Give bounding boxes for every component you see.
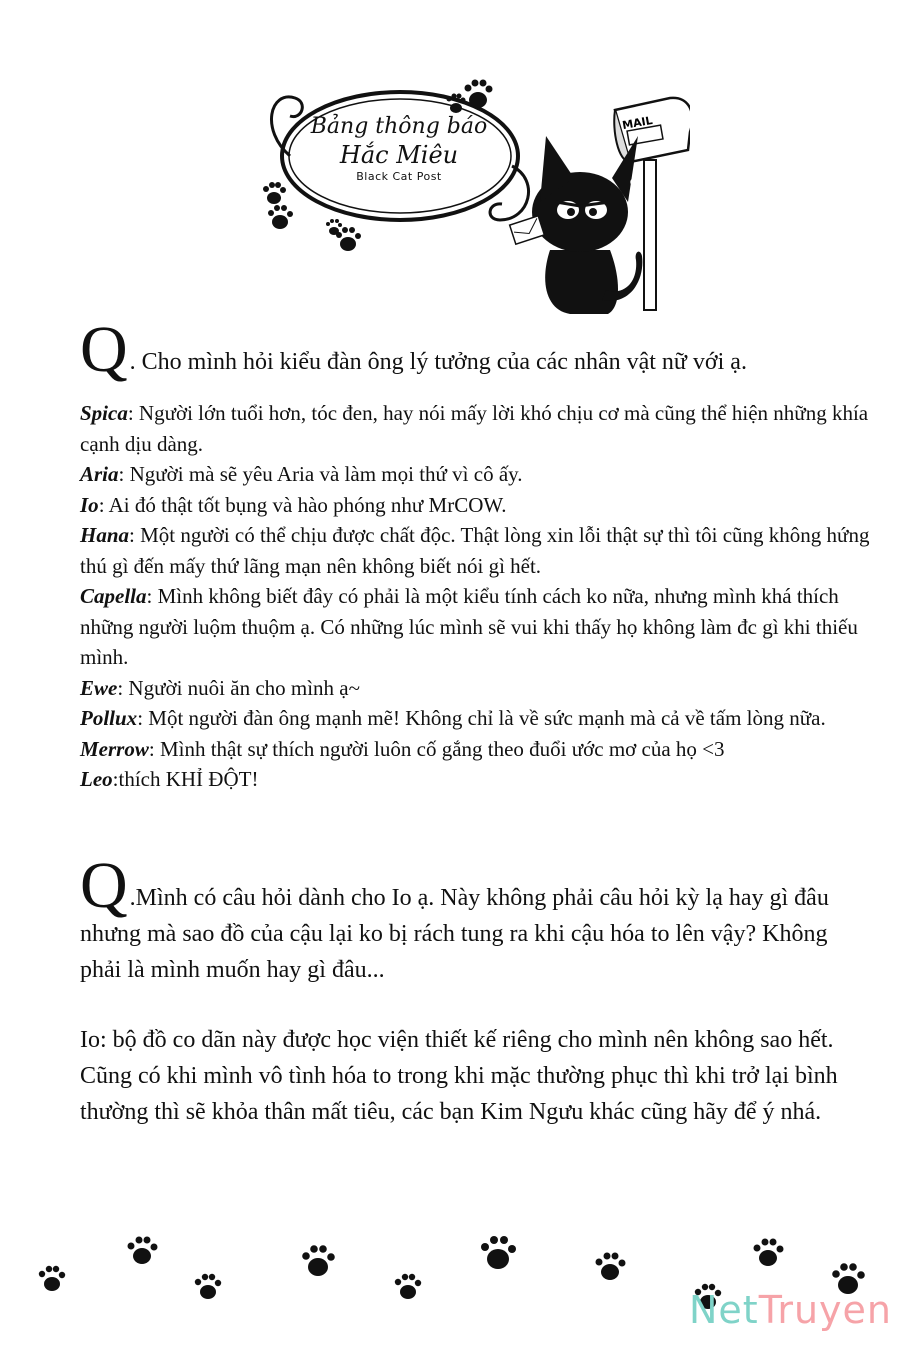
paw-print-icon: [596, 1253, 626, 1281]
question-1: [80, 313, 870, 386]
answer-name: Pollux: [80, 706, 138, 730]
paw-print-icon: [268, 205, 293, 229]
paw-print-icon: [195, 1274, 221, 1299]
header-illustration: [250, 70, 690, 320]
answer-text: : Người mà sẽ yêu Aria và làm mọi thứ vì cô ấy.: [118, 462, 523, 486]
paw-print-icon: [263, 182, 286, 204]
board-subtitle: Black Cat Post: [356, 170, 442, 183]
answer-name: Ewe: [80, 675, 118, 700]
paw-print-icon: [302, 1245, 335, 1276]
answer-text: : Người lớn tuổi hơn, tóc đen, hay nói mấy lời khó chịu cơ mà cũng thể hiện những khía cạnh dịu dàng.: [80, 401, 869, 456]
answer-item: [80, 673, 870, 704]
answer-item: [80, 581, 870, 673]
board-title: [308, 114, 490, 183]
answer-item: [80, 459, 870, 490]
io-answer: Io: bộ đồ co dãn này được học viện thiết kế riêng cho mình nên không sao hết. Cũng có khi mình vô tình hóa to trong khi mặc thường phục thì khi trở lại bình thường thì sẽ khỏa thân mất tiêu, các bạn Kim Ngưu khác cũng hãy để ý nhá.: [80, 1027, 838, 1125]
question-2-letter: Q: [80, 849, 128, 922]
answer-text: :thích KHỈ ĐỘT!: [112, 767, 259, 791]
answer-name: Leo: [80, 767, 113, 791]
answer-name: Io: [80, 492, 99, 517]
answer-text: : Người nuôi ăn cho mình ạ~: [117, 675, 360, 700]
answer-text: : Mình thật sự thích người luôn cố gắng theo đuổi ước mơ của họ <3: [148, 736, 725, 761]
paw-print-icon: [754, 1239, 784, 1267]
board-title-line1: Bảng thông báo: [310, 114, 488, 139]
site-watermark: [689, 1288, 892, 1332]
black-cat-icon: [510, 136, 643, 314]
question-2: [80, 849, 870, 988]
paw-print-icon: [128, 1237, 158, 1265]
answer-item: [80, 398, 870, 459]
paw-print-icon: [395, 1274, 421, 1299]
watermark-part2: Truyen: [758, 1288, 892, 1332]
question-2-text: .Mình có câu hỏi dành cho Io ạ. Này không phải câu hỏi kỳ lạ hay gì đâu nhưng mà sao đồ của cậu lại ko bị rách tung ra khi cậu hóa to lên vậy? Không phải là mình muốn hay gì đâu...: [80, 885, 829, 983]
answer-name: Merrow: [80, 736, 149, 761]
answer-name: Spica: [80, 401, 128, 425]
answer-text: : Một người đàn ông mạnh mẽ! Không chỉ là về sức mạnh mà cả về tấm lòng nữa.: [137, 706, 826, 730]
answer-item: [80, 734, 870, 765]
answer-text: : Ai đó thật tốt bụng và hào phóng như MrCOW.: [98, 492, 507, 517]
answer-item: [80, 520, 870, 581]
answer-text: : Mình không biết đây có phải là một kiểu tính cách ko nữa, nhưng mình khá thích những người luộm thuộm ạ. Có những lúc mình sẽ vui khi thấy họ không làm đc gì khi thiếu mình.: [80, 584, 858, 669]
watermark-part1: Net: [688, 1288, 759, 1332]
question-1-text: . Cho mình hỏi kiểu đàn ông lý tưởng của các nhân vật nữ với ạ.: [129, 349, 747, 375]
mailbox-label: MAIL: [621, 113, 654, 133]
paw-print-icon: [481, 1236, 516, 1269]
answer-text: : Một người có thể chịu được chất độc. Thật lòng xin lỗi thật sự thì tôi cũng không hứng thú gì đến mấy thứ lãng mạn nên không biết nói gì hết.: [80, 523, 870, 578]
answer-name: Hana: [80, 523, 130, 547]
answer-name: Aria: [80, 462, 119, 486]
answer-name: Capella: [80, 584, 147, 608]
board-title-line2: Hắc Miêu: [339, 141, 459, 169]
answer-item: [80, 490, 870, 521]
header-art: [250, 70, 690, 320]
question-1-letter: Q: [80, 313, 128, 386]
paw-print-icon: [336, 227, 361, 251]
answer-item: [80, 764, 870, 795]
paw-print-icon: [39, 1266, 65, 1291]
answers-list: [80, 398, 870, 795]
answer-item: [80, 703, 870, 734]
